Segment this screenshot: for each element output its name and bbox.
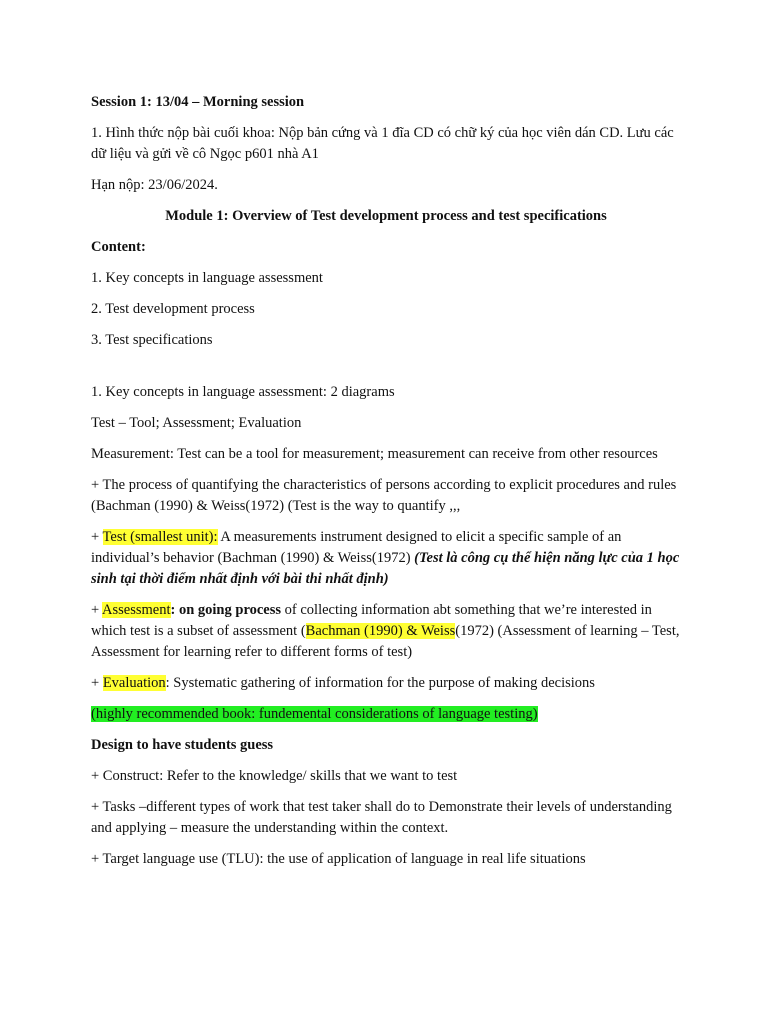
evaluation-definition [91,673,681,694]
content-label: Content: [91,239,146,255]
measurement-line: Measurement: Test can be a tool for measurement; measurement can receive from other resources [91,446,658,462]
design-heading: Design to have students guess [91,737,274,753]
tasks-line: + Tasks –different types of work that test taker shall do to Demonstrate their levels of understanding and applying – measure the understanding within the context. [91,799,672,836]
evaluation-body: : Systematic gathering of information for the purpose of making decisions [165,675,595,691]
recommended-book-line [91,704,681,725]
content-item-2: 2. Test development process [91,301,255,317]
test-definition-note: (Test là công cụ thể hiện năng lực của 1 học sinh tại thời điểm nhất định với bài thi nhất định) [91,550,680,587]
assessment-body: of collecting information abt something that we’re interested in which test is a subset of assessment ( [91,602,652,639]
module-title: Module 1: Overview of Test development process and test specifications [165,208,607,224]
submission-note: 1. Hình thức nộp bài cuối khoa: Nộp bản cứng và 1 đĩa CD có chữ ký của học viên dán CD. Lưu các dữ liệu và gửi về cô Ngọc p601 nhà A1 [91,125,674,162]
assessment-definition [91,600,681,663]
session-heading: Session 1: 13/04 – Morning session [91,94,305,110]
recommended-book-highlight: (highly recommended book: fundemental considerations of language testing) [91,706,538,722]
deadline-line: Hạn nộp: 23/06/2024. [91,177,218,193]
assessment-tail: (1972) (Assessment of learning – Test, Assessment for learning refer to different forms of test) [91,623,680,660]
document-body [91,92,681,880]
test-term-highlight: Test (smallest unit): [102,529,218,545]
assessment-citation-highlight: Bachman (1990) & Weiss [305,623,456,639]
tlu-line: + Target language use (TLU): the use of application of language in real life situations [91,851,586,867]
assessment-term-highlight: Assessment [102,602,171,618]
assessment-colon: : [170,602,176,618]
content-item-3: 3. Test specifications [91,332,213,348]
test-definition-body: A measurements instrument designed to elicit a specific sample of an individual’s behavior (Bachman (1990) & Weiss(1972) [91,529,622,566]
blank-line [91,361,681,382]
bullet-prefix: + [91,675,103,691]
process-quantify-line: + The process of quantifying the characteristics of persons according to explicit procedures and rules (Bachman (1990) & Weiss(1972) (Test is the way to quantify ,,, [91,477,677,514]
test-tools-line: Test – Tool; Assessment; Evaluation [91,415,302,431]
content-item-1: 1. Key concepts in language assessment [91,270,323,286]
evaluation-term-highlight: Evaluation [102,675,166,691]
construct-line: + Construct: Refer to the knowledge/ skills that we want to test [91,768,458,784]
bullet-prefix: + [91,602,103,618]
assessment-bold-phrase: on going process [175,602,282,618]
test-definition [91,527,681,590]
section-1-title: 1. Key concepts in language assessment: 2 diagrams [91,384,395,400]
bullet-prefix: + [91,529,103,545]
